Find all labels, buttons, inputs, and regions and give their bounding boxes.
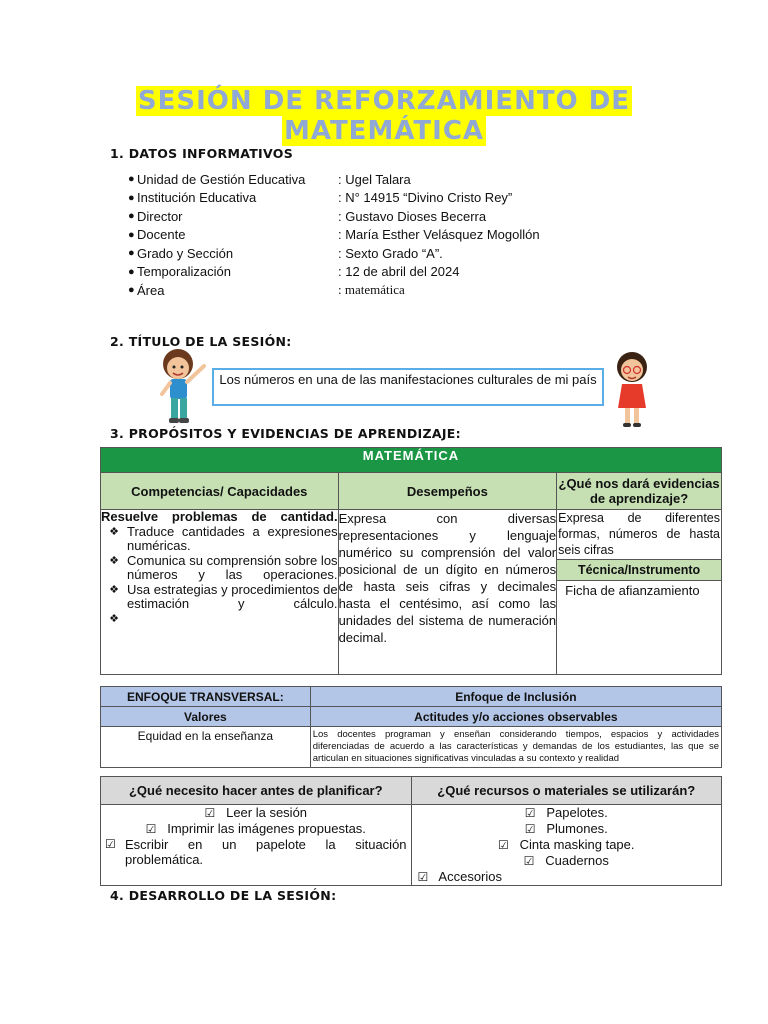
enfoque-value: Enfoque de Inclusión bbox=[310, 687, 721, 707]
list-item: ● Unidad de Gestión Educativa : Ugel Talara bbox=[128, 171, 411, 187]
list-item: ● Temporalización : 12 de abril del 2024 bbox=[128, 264, 460, 280]
col-competencias: Competencias/ Capacidades bbox=[101, 473, 339, 510]
actitud-cell: Los docentes programan y enseñan considerando tiempos, espacios y actividades diferenciadas de acuerdo a las características y demandas de los estudiantes, las que se articulan en situaciones significativas vinculadas a su contexto y realidad bbox=[310, 727, 721, 768]
enfoque-table bbox=[100, 686, 722, 768]
list-item: ● Docente : María Esther Velásquez Mogollón bbox=[128, 227, 540, 243]
list-item: ☑ Papelotes. bbox=[524, 805, 608, 820]
enfoque-label: ENFOQUE TRANSVERSAL: bbox=[101, 687, 311, 707]
section-desarrollo: 4. DESARROLLO DE LA SESIÓN: bbox=[110, 888, 337, 903]
table-header-matematica: MATEMÁTICA bbox=[101, 448, 722, 473]
section-propositos: 3. PROPÓSITOS Y EVIDENCIAS DE APRENDIZAJE: bbox=[110, 426, 461, 441]
col-desempenos: Desempeños bbox=[338, 473, 557, 510]
checkbox-checked-icon: ☑ bbox=[417, 870, 429, 884]
section-titulo: 2. TÍTULO DE LA SESIÓN: bbox=[110, 334, 292, 349]
competencias-cell: Resuelve problemas de cantidad. ❖ Traduce cantidades a expresiones numéricas. ❖ Comunica su comprensión sobre los números y las operaciones. ❖ Usa estrategias y procedimientos de estimación y cálculo. ❖ bbox=[101, 510, 339, 675]
girl-illustration bbox=[606, 350, 658, 430]
diamond-bullet-icon: ❖ bbox=[109, 612, 119, 625]
checkbox-checked-icon: ☑ bbox=[524, 822, 536, 836]
checkbox-checked-icon: ☑ bbox=[523, 854, 535, 868]
page-title bbox=[0, 86, 768, 146]
list-item: ● Área : matemática bbox=[128, 282, 405, 298]
col-recursos: ¿Qué recursos o materiales se utilizarán? bbox=[411, 777, 721, 805]
desempeno-cell: Expresa con diversas representaciones y lenguaje numérico su comprensión del valor posicional de un dígito en números de hasta seis cifras y decimales hasta el centésimo, así como las unidades del sistema de numeración decimal. bbox=[338, 510, 557, 675]
recursos-cell bbox=[411, 805, 721, 886]
competencia-title: Resuelve problemas de cantidad. bbox=[101, 509, 338, 524]
section-datos: 1. DATOS INFORMATIVOS bbox=[110, 146, 293, 161]
list-item: ☑ Plumones. bbox=[524, 821, 608, 836]
checkbox-checked-icon: ☑ bbox=[524, 806, 536, 820]
valor-cell: Equidad en la enseñanza bbox=[101, 727, 311, 768]
list-item: ☑ Imprimir las imágenes propuestas. bbox=[145, 821, 366, 836]
tecnica-label: Técnica/Instrumento bbox=[557, 560, 722, 581]
session-title-box: Los números en una de las manifestaciones culturales de mi país bbox=[212, 368, 604, 406]
planificacion-table bbox=[100, 776, 722, 886]
checkbox-checked-icon: ☑ bbox=[498, 838, 509, 852]
checkbox-checked-icon: ☑ bbox=[204, 806, 216, 820]
valores-label: Valores bbox=[101, 707, 311, 727]
title-line-2: MATEMÁTICA bbox=[283, 116, 485, 146]
list-item: ☑ Cuadernos bbox=[523, 853, 609, 868]
boy-illustration bbox=[156, 346, 214, 428]
datos-list bbox=[128, 170, 608, 300]
actitudes-label: Actitudes y/o acciones observables bbox=[310, 707, 721, 727]
antes-cell bbox=[101, 805, 412, 886]
tecnica-value: Ficha de afianzamiento bbox=[557, 581, 722, 675]
evidencia-cell: Expresa de diferentes formas, números de hasta seis cifras bbox=[557, 510, 722, 560]
diamond-bullet-icon: ❖ bbox=[109, 525, 119, 538]
list-item: ● Institución Educativa : N° 14915 “Divino Cristo Rey” bbox=[128, 190, 513, 206]
list-item: ☑ Cinta masking tape. bbox=[498, 837, 635, 852]
list-item: ☑ Escribir en un papelote la situación problemática. bbox=[105, 837, 407, 867]
list-item: ● Director : Gustavo Dioses Becerra bbox=[128, 208, 487, 224]
col-antes: ¿Qué necesito hacer antes de planificar? bbox=[101, 777, 412, 805]
list-item: ● Grado y Sección : Sexto Grado “A”. bbox=[128, 245, 443, 261]
propositos-table bbox=[100, 447, 722, 675]
checkbox-checked-icon: ☑ bbox=[145, 822, 157, 836]
checkbox-checked-icon: ☑ bbox=[105, 837, 116, 851]
list-item: ☑ Leer la sesión bbox=[204, 805, 308, 820]
col-evidencias: ¿Qué nos dará evidencias de aprendizaje? bbox=[557, 473, 722, 510]
diamond-bullet-icon: ❖ bbox=[109, 554, 119, 567]
diamond-bullet-icon: ❖ bbox=[109, 583, 119, 596]
title-line-1: SESIÓN DE REFORZAMIENTO DE bbox=[137, 86, 631, 116]
list-item: ☑ Accesorios bbox=[417, 869, 502, 884]
